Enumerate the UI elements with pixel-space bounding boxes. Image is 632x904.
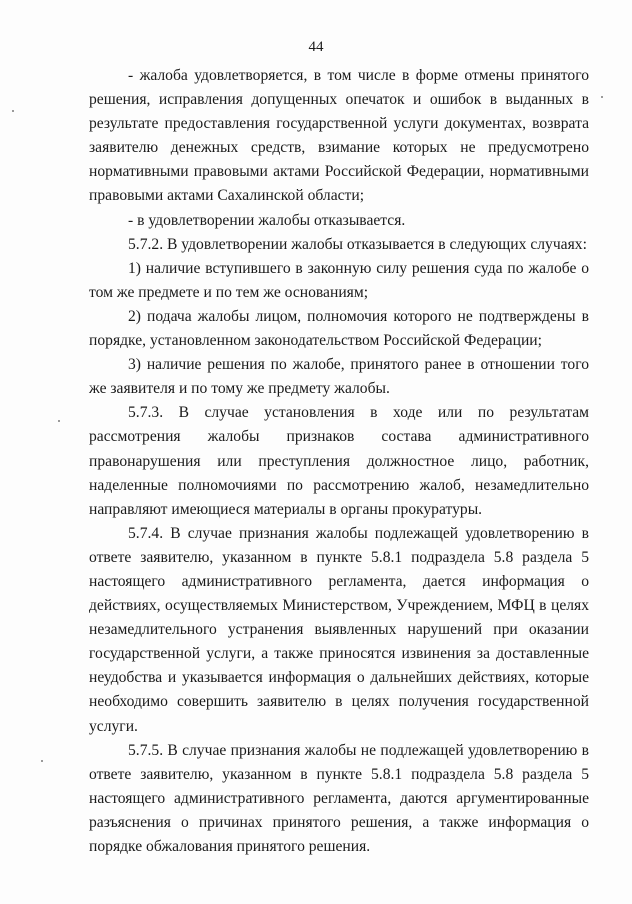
paragraph-5-7-4: 5.7.4. В случае признания жалобы подлежащей удовлетворению в ответе заявителю, указанном в пункте 5.8.1 подраздела 5.8 раздела 5 настоящего административного регламента, дается информация о действиях, осуществляемых Министерством, Учреждением, МФЦ в целях незамедлительного устранения выявленных нарушений при оказании государственной услуги, а также приносятся извинения за доставленные неудобства и указывается информация о дальнейших действиях, которые необходимо совершить заявителю в целях получения государственной услуги. [89, 524, 589, 735]
paragraph-complaint-satisfied: - жалоба удовлетворяется, в том числе в форме отмены принятого решения, исправления допущенных опечаток и ошибок в выданных в результате предоставления государственной услуги документах, возврата заявителю денежных средств, взимание которых не предусмотрено нормативными правовыми актами Российской Федерации, нормативными правовыми актами Сахалинской области; [89, 67, 589, 205]
scan-speck [601, 96, 603, 98]
scan-speck [41, 760, 43, 762]
paragraph-item-3: 3) наличие решения по жалобе, принятого ранее в отношении того же заявителя и по тому же предмету жалобы. [89, 356, 589, 398]
paragraph-complaint-refused: - в удовлетворении жалобы отказывается. [128, 211, 406, 229]
document-body [89, 64, 589, 859]
scan-speck [58, 420, 60, 422]
paragraph-5-7-3: 5.7.3. В случае установления в ходе или по результатам рассмотрения жалобы признаков состава административного правонарушения или преступления должностное лицо, работник, наделенные полномочиями по рассмотрению жалоб, незамедлительно направляют имеющиеся материалы в органы прокуратуры. [89, 404, 589, 518]
page-number: 44 [308, 39, 324, 55]
paragraph-5-7-2: 5.7.2. В удовлетворении жалобы отказывается в следующих случаях: [128, 235, 587, 253]
scan-speck [12, 110, 14, 112]
paragraph-item-1: 1) наличие вступившего в законную силу решения суда по жалобе о том же предмете и по тем же основаниям; [89, 259, 589, 301]
paragraph-5-7-5: 5.7.5. В случае признания жалобы не подлежащей удовлетворению в ответе заявителю, указанном в пункте 5.8.1 подраздела 5.8 раздела 5 настоящего административного регламента, даются аргументированные разъяснения о причинах принятого решения, а также информация о порядке обжалования принятого решения. [89, 741, 589, 855]
paragraph-item-2: 2) подача жалобы лицом, полномочия которого не подтверждены в порядке, установленном законодательством Российской Федерации; [89, 307, 589, 350]
